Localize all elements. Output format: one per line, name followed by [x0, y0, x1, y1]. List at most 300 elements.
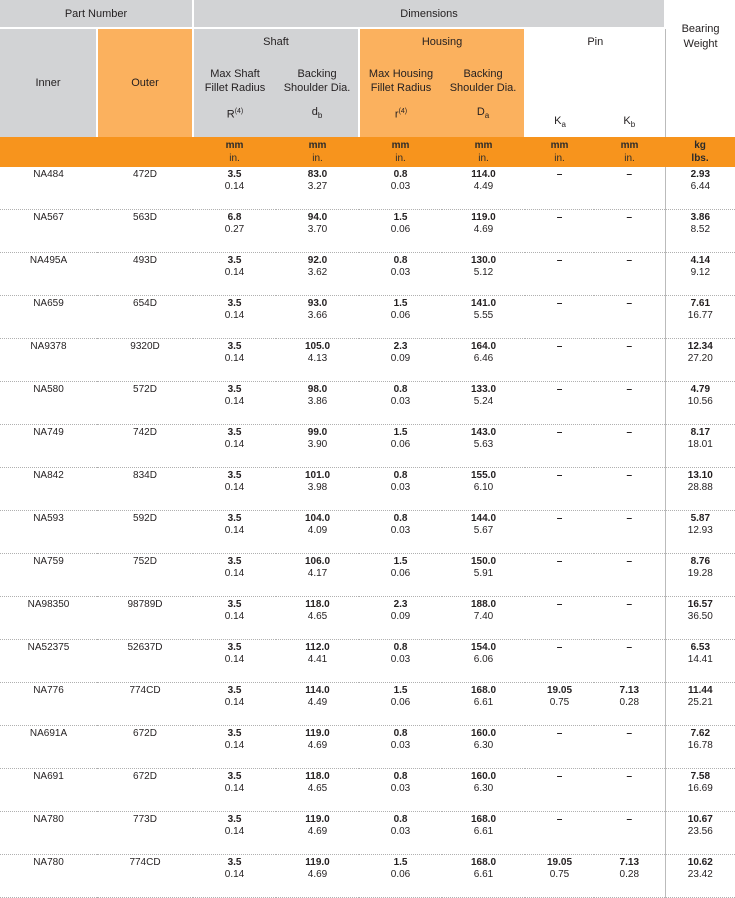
weight-kg: 6.53	[690, 642, 711, 653]
inner-cell: NA759	[0, 554, 97, 597]
weight-cell	[665, 296, 735, 339]
shaft-backing-cell	[276, 339, 359, 382]
pin-kb-cell	[594, 425, 665, 468]
shaft-fillet-cell	[193, 726, 276, 769]
weight-kg: 5.87	[690, 513, 711, 524]
pin-ka-cell	[525, 382, 594, 425]
r-secondary: 0.06	[390, 869, 411, 880]
Da-secondary: 6.46	[473, 353, 494, 364]
Kb-primary: –	[626, 771, 633, 782]
weight-lbs: 14.41	[687, 654, 713, 665]
Kb-secondary: 0.28	[619, 697, 640, 708]
housing-fillet-cell	[359, 339, 442, 382]
pin-ka-cell	[525, 554, 594, 597]
table-row	[0, 382, 735, 425]
Da-primary: 144.0	[471, 513, 497, 524]
weight-cell	[665, 210, 735, 253]
housing-fillet-line2: Fillet Radius	[370, 82, 432, 94]
inner-cell: NA580	[0, 382, 97, 425]
outer-cell: 52637D	[97, 640, 193, 683]
inner-cell: NA593	[0, 511, 97, 554]
R-primary: 3.5	[227, 384, 242, 395]
R-primary: 3.5	[227, 556, 242, 567]
inner-cell: NA659	[0, 296, 97, 339]
db-secondary: 4.49	[307, 697, 328, 708]
Da-secondary: 5.67	[473, 525, 494, 536]
housing-backing-cell	[442, 640, 525, 683]
housing-backing-header	[442, 55, 525, 137]
R-secondary: 0.27	[224, 224, 245, 235]
weight-kg: 7.61	[690, 298, 711, 309]
r-primary: 0.8	[393, 814, 408, 825]
shaft-backing-cell	[276, 253, 359, 296]
weight-lbs: 12.93	[687, 525, 713, 536]
housing-fillet-cell	[359, 683, 442, 726]
db-primary: 114.0	[305, 685, 330, 696]
shaft-fillet-cell	[193, 511, 276, 554]
table-row	[0, 468, 735, 511]
Da-secondary: 6.30	[473, 783, 494, 794]
pin-ka-cell	[525, 167, 594, 210]
Da-primary: 114.0	[471, 169, 496, 180]
shaft-backing-cell	[276, 468, 359, 511]
Da-primary: 141.0	[471, 298, 497, 309]
outer-cell: 752D	[97, 554, 193, 597]
Kb-primary: –	[626, 814, 633, 825]
Kb-primary: –	[626, 341, 633, 352]
housing-backing-line1: Backing	[463, 68, 503, 80]
weight-kg: 10.67	[687, 814, 713, 825]
table-row	[0, 640, 735, 683]
dimensions-header: Dimensions	[193, 0, 665, 28]
Da-secondary: 6.30	[473, 740, 494, 751]
housing-backing-cell	[442, 554, 525, 597]
outer-cell: 672D	[97, 769, 193, 812]
r-primary: 1.5	[393, 685, 408, 696]
Ka-primary: –	[556, 556, 563, 567]
housing-fillet-cell	[359, 382, 442, 425]
weight-kg: 8.76	[690, 556, 711, 567]
Kb-primary: –	[626, 384, 633, 395]
table-row	[0, 253, 735, 296]
r-secondary: 0.06	[390, 568, 411, 579]
pin-kb-cell	[594, 210, 665, 253]
Da-primary: 155.0	[471, 470, 497, 481]
weight-cell	[665, 769, 735, 812]
R-primary: 3.5	[227, 427, 242, 438]
weight-cell	[665, 812, 735, 855]
weight-lbs: 19.28	[687, 568, 713, 579]
Ka-secondary: 0.75	[549, 697, 570, 708]
weight-lbs: 23.56	[687, 826, 713, 837]
Da-primary: 119.0	[471, 212, 496, 223]
shaft-header: Shaft	[193, 28, 359, 55]
r-primary: 1.5	[393, 298, 408, 309]
pin-ka-symbol: K	[554, 114, 562, 127]
housing-backing-cell	[442, 296, 525, 339]
part-number-header: Part Number	[0, 0, 193, 28]
pin-ka-cell	[525, 855, 594, 898]
outer-cell: 472D	[97, 167, 193, 210]
units-shaft-backing: mm in.	[276, 137, 359, 167]
pin-ka-cell	[525, 769, 594, 812]
Kb-primary: –	[626, 212, 633, 223]
Da-secondary: 4.69	[473, 224, 494, 235]
weight-lbs: 10.56	[687, 396, 713, 407]
R-secondary: 0.14	[224, 826, 245, 837]
outer-cell: 774CD	[97, 683, 193, 726]
shaft-backing-cell	[276, 726, 359, 769]
units-weight: kg lbs.	[665, 137, 735, 167]
units-housing-fillet: mm in.	[359, 137, 442, 167]
R-primary: 3.5	[227, 470, 242, 481]
housing-fillet-header	[359, 55, 442, 137]
housing-header: Housing	[359, 28, 525, 55]
db-secondary: 4.65	[307, 611, 328, 622]
weight-cell	[665, 167, 735, 210]
Da-secondary: 5.12	[473, 267, 494, 278]
Kb-primary: –	[626, 298, 633, 309]
housing-backing-cell	[442, 511, 525, 554]
shaft-fillet-header	[193, 55, 276, 137]
db-secondary: 4.09	[307, 525, 328, 536]
weight-cell	[665, 726, 735, 769]
r-primary: 1.5	[393, 212, 408, 223]
weight-kg: 12.34	[687, 341, 713, 352]
housing-backing-cell	[442, 167, 525, 210]
Ka-primary: –	[556, 255, 563, 266]
inner-cell: NA484	[0, 167, 97, 210]
shaft-fillet-line1: Max Shaft	[210, 68, 260, 80]
shaft-backing-cell	[276, 210, 359, 253]
inner-cell: NA691	[0, 769, 97, 812]
weight-lbs: 36.50	[687, 611, 713, 622]
pin-ka-cell	[525, 296, 594, 339]
inner-cell: NA9378	[0, 339, 97, 382]
shaft-backing-cell	[276, 683, 359, 726]
pin-kb-symbol: K	[623, 114, 631, 127]
Da-secondary: 6.61	[473, 869, 494, 880]
Ka-primary: –	[556, 513, 563, 524]
inner-cell: NA776	[0, 683, 97, 726]
shaft-fillet-cell	[193, 167, 276, 210]
Da-primary: 160.0	[471, 728, 497, 739]
weight-kg: 7.62	[690, 728, 711, 739]
db-secondary: 3.27	[307, 181, 328, 192]
pin-kb-cell	[594, 812, 665, 855]
R-secondary: 0.14	[224, 482, 245, 493]
housing-fillet-cell	[359, 511, 442, 554]
db-primary: 98.0	[307, 384, 328, 395]
weight-lbs: 16.69	[687, 783, 713, 794]
r-secondary: 0.06	[390, 697, 411, 708]
R-primary: 3.5	[227, 599, 242, 610]
weight-lbs: 18.01	[687, 439, 713, 450]
weight-lbs: 16.78	[687, 740, 713, 751]
housing-fillet-cell	[359, 597, 442, 640]
units-shaft-fillet: mm in.	[193, 137, 276, 167]
db-secondary: 4.69	[307, 826, 328, 837]
r-primary: 1.5	[393, 556, 408, 567]
inner-cell: NA842	[0, 468, 97, 511]
shaft-fillet-symbol: R	[226, 108, 235, 121]
housing-fillet-cell	[359, 855, 442, 898]
r-secondary: 0.03	[390, 783, 411, 794]
weight-lbs: 6.44	[690, 181, 711, 192]
housing-backing-cell	[442, 812, 525, 855]
Ka-primary: –	[556, 212, 563, 223]
pin-kb-sub: b	[630, 120, 636, 129]
db-primary: 94.0	[307, 212, 328, 223]
db-secondary: 3.98	[307, 482, 328, 493]
housing-backing-line2: Shoulder Dia.	[449, 82, 517, 94]
R-primary: 3.5	[227, 255, 242, 266]
weight-kg: 16.57	[687, 599, 713, 610]
Da-secondary: 6.61	[473, 826, 494, 837]
shaft-backing-header	[276, 55, 359, 137]
pin-ka-cell	[525, 425, 594, 468]
weight-lbs: 9.12	[690, 267, 711, 278]
Kb-secondary: 0.28	[619, 869, 640, 880]
Da-primary: 168.0	[471, 685, 497, 696]
pin-kb-cell	[594, 597, 665, 640]
outer-cell: 774CD	[97, 855, 193, 898]
Da-primary: 133.0	[471, 384, 497, 395]
Kb-primary: –	[626, 642, 633, 653]
table-row	[0, 726, 735, 769]
housing-backing-cell	[442, 253, 525, 296]
inner-cell: NA780	[0, 855, 97, 898]
r-secondary: 0.03	[390, 267, 411, 278]
Ka-primary: –	[556, 427, 563, 438]
housing-backing-symbol: D	[476, 106, 485, 118]
pin-kb-cell	[594, 511, 665, 554]
Da-secondary: 5.63	[473, 439, 494, 450]
housing-fillet-cell	[359, 210, 442, 253]
db-primary: 101.0	[305, 470, 331, 481]
shaft-backing-cell	[276, 769, 359, 812]
shaft-backing-cell	[276, 812, 359, 855]
db-secondary: 3.70	[307, 224, 328, 235]
r-primary: 0.8	[393, 771, 408, 782]
R-secondary: 0.14	[224, 181, 245, 192]
Da-secondary: 4.49	[473, 181, 494, 192]
weight-cell	[665, 468, 735, 511]
R-primary: 3.5	[227, 642, 242, 653]
shaft-fillet-cell	[193, 812, 276, 855]
weight-cell	[665, 511, 735, 554]
Ka-primary: –	[556, 470, 563, 481]
pin-kb-cell	[594, 683, 665, 726]
Da-primary: 154.0	[471, 642, 497, 653]
pin-ka-cell	[525, 683, 594, 726]
R-primary: 3.5	[227, 169, 242, 180]
r-primary: 0.8	[393, 728, 408, 739]
table-row	[0, 296, 735, 339]
db-secondary: 4.13	[307, 353, 328, 364]
shaft-fillet-cell	[193, 253, 276, 296]
db-secondary: 3.66	[307, 310, 328, 321]
db-secondary: 3.62	[307, 267, 328, 278]
r-secondary: 0.03	[390, 654, 411, 665]
bearing-weight-line1: Bearing	[681, 23, 720, 35]
Ka-primary: –	[556, 771, 563, 782]
pin-ka-cell	[525, 812, 594, 855]
housing-fillet-cell	[359, 253, 442, 296]
Kb-primary: 7.13	[619, 685, 640, 696]
Da-secondary: 5.24	[473, 396, 494, 407]
Ka-primary: –	[556, 298, 563, 309]
db-primary: 104.0	[305, 513, 331, 524]
table-row	[0, 769, 735, 812]
weight-kg: 11.44	[688, 685, 713, 696]
R-primary: 3.5	[227, 298, 242, 309]
weight-cell	[665, 683, 735, 726]
pin-kb-cell	[594, 554, 665, 597]
R-secondary: 0.14	[224, 783, 245, 794]
r-secondary: 0.03	[390, 396, 411, 407]
Da-secondary: 6.06	[473, 654, 494, 665]
R-primary: 3.5	[227, 771, 242, 782]
table-row	[0, 855, 735, 898]
Da-primary: 168.0	[471, 814, 497, 825]
housing-backing-cell	[442, 339, 525, 382]
housing-fillet-cell	[359, 296, 442, 339]
Da-secondary: 7.40	[473, 611, 494, 622]
table-row	[0, 511, 735, 554]
table-row	[0, 425, 735, 468]
pin-kb-cell	[594, 468, 665, 511]
outer-cell: 672D	[97, 726, 193, 769]
r-secondary: 0.03	[390, 525, 411, 536]
housing-backing-cell	[442, 382, 525, 425]
table-row	[0, 210, 735, 253]
housing-fillet-line1: Max Housing	[368, 68, 434, 80]
housing-backing-cell	[442, 597, 525, 640]
db-secondary: 3.90	[307, 439, 328, 450]
housing-fillet-cell	[359, 425, 442, 468]
R-primary: 3.5	[227, 513, 242, 524]
R-secondary: 0.14	[224, 525, 245, 536]
weight-lbs: 27.20	[687, 353, 713, 364]
Ka-primary: –	[556, 169, 563, 180]
db-primary: 105.0	[305, 341, 331, 352]
shaft-fillet-cell	[193, 296, 276, 339]
db-primary: 106.0	[305, 556, 331, 567]
R-secondary: 0.14	[224, 611, 245, 622]
Ka-secondary: 0.75	[549, 869, 570, 880]
shaft-backing-cell	[276, 425, 359, 468]
Kb-primary: –	[626, 470, 633, 481]
db-primary: 99.0	[307, 427, 328, 438]
r-primary: 0.8	[393, 384, 408, 395]
housing-fillet-symbol: r	[394, 108, 399, 121]
weight-lbs: 16.77	[687, 310, 713, 321]
R-secondary: 0.14	[224, 568, 245, 579]
shaft-fillet-cell	[193, 597, 276, 640]
outer-cell: 9320D	[97, 339, 193, 382]
inner-cell: NA495A	[0, 253, 97, 296]
pin-kb-cell	[594, 382, 665, 425]
weight-cell	[665, 554, 735, 597]
weight-kg: 7.58	[690, 771, 711, 782]
weight-cell	[665, 339, 735, 382]
pin-kb-cell	[594, 296, 665, 339]
pin-ka-cell	[525, 640, 594, 683]
inner-header: Inner	[0, 28, 97, 137]
pin-ka-sub: a	[561, 120, 566, 129]
db-secondary: 4.65	[307, 783, 328, 794]
weight-lbs: 28.88	[687, 482, 713, 493]
pin-kb-cell	[594, 167, 665, 210]
shaft-fillet-cell	[193, 640, 276, 683]
shaft-backing-line2: Shoulder Dia.	[283, 82, 351, 94]
R-secondary: 0.14	[224, 396, 245, 407]
pin-kb-cell	[594, 640, 665, 683]
housing-backing-cell	[442, 855, 525, 898]
inner-cell: NA749	[0, 425, 97, 468]
R-secondary: 0.14	[224, 697, 245, 708]
Kb-primary: –	[626, 255, 633, 266]
Ka-primary: 19.05	[547, 857, 573, 868]
outer-cell: 592D	[97, 511, 193, 554]
inner-cell: NA780	[0, 812, 97, 855]
Ka-primary: –	[556, 814, 563, 825]
outer-cell: 572D	[97, 382, 193, 425]
weight-kg: 10.62	[687, 857, 713, 868]
pin-header: Pin	[525, 28, 665, 55]
Kb-primary: –	[626, 427, 633, 438]
r-primary: 0.8	[393, 255, 408, 266]
R-secondary: 0.14	[224, 267, 245, 278]
housing-backing-cell	[442, 769, 525, 812]
db-primary: 119.0	[305, 857, 330, 868]
shaft-fillet-cell	[193, 855, 276, 898]
R-primary: 3.5	[227, 728, 242, 739]
table-row	[0, 167, 735, 210]
db-secondary: 4.17	[307, 568, 328, 579]
pin-kb-header	[594, 55, 665, 137]
Ka-primary: –	[556, 728, 563, 739]
Ka-primary: –	[556, 599, 563, 610]
inner-cell: NA98350	[0, 597, 97, 640]
Da-primary: 168.0	[471, 857, 497, 868]
db-primary: 92.0	[307, 255, 328, 266]
shaft-fillet-cell	[193, 683, 276, 726]
shaft-fillet-cell	[193, 382, 276, 425]
shaft-fillet-cell	[193, 339, 276, 382]
r-primary: 2.3	[393, 341, 408, 352]
Da-secondary: 5.91	[473, 568, 494, 579]
weight-lbs: 8.52	[690, 224, 711, 235]
weight-kg: 2.93	[690, 169, 711, 180]
Kb-primary: 7.13	[619, 857, 640, 868]
units-pin-ka: mm in.	[525, 137, 594, 167]
weight-lbs: 25.21	[687, 697, 713, 708]
pin-ka-cell	[525, 468, 594, 511]
shaft-backing-cell	[276, 382, 359, 425]
pin-kb-cell	[594, 253, 665, 296]
Ka-primary: –	[556, 642, 563, 653]
R-primary: 3.5	[227, 341, 242, 352]
pin-kb-cell	[594, 726, 665, 769]
db-primary: 119.0	[305, 814, 330, 825]
units-outer-blank	[97, 137, 193, 167]
Da-secondary: 6.61	[473, 697, 494, 708]
outer-cell: 742D	[97, 425, 193, 468]
db-primary: 119.0	[305, 728, 330, 739]
shaft-fillet-cell	[193, 210, 276, 253]
